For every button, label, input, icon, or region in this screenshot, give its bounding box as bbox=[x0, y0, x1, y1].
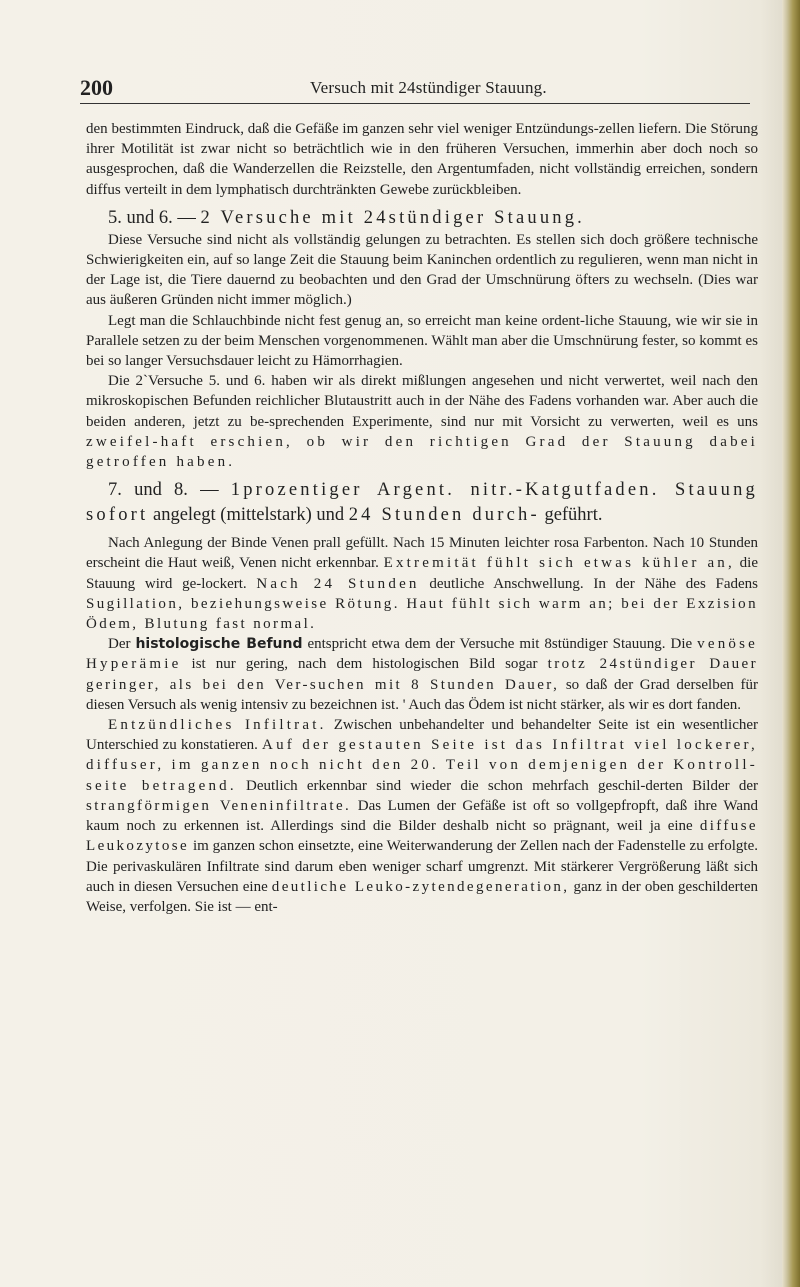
bold-emphasis: histologische Befund bbox=[135, 636, 303, 653]
text-run: im ganzen schon einsetzte, eine Weiterwanderung der Zellen nach der Fadenstelle zu erfolgte. Die perivaskulären Infiltrate sind darum eben weniger scharf umgrenzt. Mit stärkerer Vergrößerung läßt sich auch in diesen Versuchen eine bbox=[86, 838, 758, 895]
text-run: deutliche Anschwellung. In der Nähe des Fadens bbox=[419, 575, 758, 592]
text-run: so daß der Grad derselben für diesen Versuch als wenig intensiv zu bezeichnen ist. ' Auch das Ödem ist nicht stärker, als wir es dort fanden. bbox=[86, 676, 758, 713]
paragraph: den bestimmten Eindruck, daß die Gefäße im ganzen sehr viel weniger Entzündungs-zellen liefern. Die Störung ihrer Motilität ist zwar nicht so beträchtlich wie in den früheren Versuchen, immerhin aber doch noch so ausgesprochen, daß die Wanderzellen die Reizstelle, den Argentumfaden, nicht vollständig erreichen, sondern diffus verteilt in dem lymphatisch durchtränkten Gewebe zurückbleiben. bbox=[86, 121, 758, 198]
spaced-emphasis: diffuse Leukozytose bbox=[86, 818, 758, 855]
section-heading bbox=[86, 206, 758, 230]
text-run: Das Lumen der Gefäße ist oft so vollgepfropft, daß ihre Wand kaum noch zu erkennen ist. Allerdings sind die Bilder deshalb nicht so prägnant, weil ja eine bbox=[86, 797, 758, 835]
spaced-emphasis: Auf der gestauten Seite ist das Infiltrat viel lockerer, diffuser, im ganzen noch nicht den 20. Teil von demjenigen der Kontroll-seite betragend. bbox=[86, 737, 758, 794]
page-number: 200 bbox=[80, 75, 113, 100]
paragraph bbox=[86, 371, 758, 472]
section-title: 1prozentiger Argent. nitr.-Katgutfaden. Stauung sofort bbox=[86, 480, 758, 525]
spaced-emphasis: Nach 24 Stunden bbox=[256, 575, 420, 592]
spaced-emphasis: trotz 24stündiger Dauer geringer, als bei den Ver-suchen mit 8 Stunden Dauer, bbox=[86, 656, 758, 693]
page-header bbox=[80, 75, 750, 103]
section-title: geführt. bbox=[544, 504, 603, 525]
body-text bbox=[86, 119, 758, 917]
section-title: 24 Stunden durch- bbox=[348, 504, 540, 525]
text-run: ganz in der oben geschilderten Weise, verfolgen. Sie ist — ent- bbox=[86, 878, 759, 915]
paragraph: Diese Versuche sind nicht als vollständig gelungen zu betrachten. Es stellen sich doch größere technische Schwierigkeiten ein, auf so lange Zeit die Stauung beim Kaninchen ordentlich zu regulieren, wenn man nicht in der Lage ist, die Tiere dauernd zu beobachten und den Grad der Umschnürung öfters zu wechseln. (Dies war aus äußeren Gründen nicht immer möglich.) bbox=[86, 231, 758, 309]
page-edge bbox=[782, 0, 800, 1287]
running-head: Versuch mit 24stündiger Stauung. bbox=[310, 78, 547, 97]
text-run: Zwischen unbehandelter und behandelter Seite ist ein wesentlicher Unterschied zu konstatieren. bbox=[86, 717, 759, 754]
spaced-emphasis: deutliche Leuko-zytendegeneration, bbox=[271, 878, 570, 895]
spaced-emphasis: Extremität fühlt sich etwas kühler an, bbox=[383, 555, 735, 572]
paragraph bbox=[86, 715, 758, 917]
text-run: entspricht etwa dem der Versuche mit 8stündiger Stauung. Die bbox=[302, 636, 698, 653]
text-run: ist nur gering, nach dem histologischen Bild sogar bbox=[181, 656, 548, 673]
spaced-emphasis: venöse Hyperämie bbox=[86, 636, 758, 673]
section-title: angelegt (mittelstark) und bbox=[148, 504, 349, 525]
text-run: Deutlich erkennbar sind wieder die schon mehrfach geschil-derten Bilder der bbox=[236, 777, 758, 794]
paragraph bbox=[86, 634, 758, 715]
spaced-emphasis: Sugillation, beziehungsweise Rötung. Haut fühlt sich warm an; bei der Exzision Ödem, Blutung fast normal. bbox=[86, 595, 758, 633]
section-title: 2 Versuche mit 24stündiger Stauung. bbox=[200, 207, 586, 228]
spaced-emphasis: Entzündliches Infiltrat. bbox=[108, 717, 327, 734]
text-run: Nach Anlegung der Binde Venen prall gefüllt. Nach 15 Minuten leichter rosa Farbenton. Nach 10 Stunden erscheint die Haut weiß, Venen nicht erkennbar. bbox=[86, 535, 758, 572]
text-run: die Stauung wird ge-lockert. bbox=[86, 555, 758, 592]
text-run: Der bbox=[108, 636, 136, 653]
header-rule bbox=[80, 103, 750, 104]
spaced-emphasis: strangförmigen Veneninfiltrate. bbox=[86, 797, 352, 814]
paragraph bbox=[86, 533, 758, 634]
paragraph: Legt man die Schlauchbinde nicht fest genug an, so erreicht man keine ordent-liche Stauung, wie wir sie in Parallele setzen zu der beim Menschen vorgenommenen. Wählt man aber die Umschnürung fester, so kommt es bei so langer Versuchsdauer leicht zu Hämorrhagien. bbox=[86, 312, 758, 370]
section-number: 5. und 6. — bbox=[108, 207, 201, 228]
section-number: 7. und 8. — bbox=[108, 480, 231, 501]
spaced-emphasis: zweifel-haft erschien, ob wir den richtigen Grad der Stauung dabei getroffen haben. bbox=[86, 433, 758, 471]
section-heading bbox=[86, 478, 758, 527]
text-run: Die 2`Versuche 5. und 6. haben wir als direkt mißlungen angesehen und nicht verwertet, weil nach den mikroskopischen Befunden reichlicher Blutaustritt auch in der Nähe des Fadens vorhanden war. Aber auch die beiden anderen, jetzt zu be-sprechenden Experimente, sind nur mit Vorsicht zu verwerten, weil es uns bbox=[86, 373, 758, 430]
